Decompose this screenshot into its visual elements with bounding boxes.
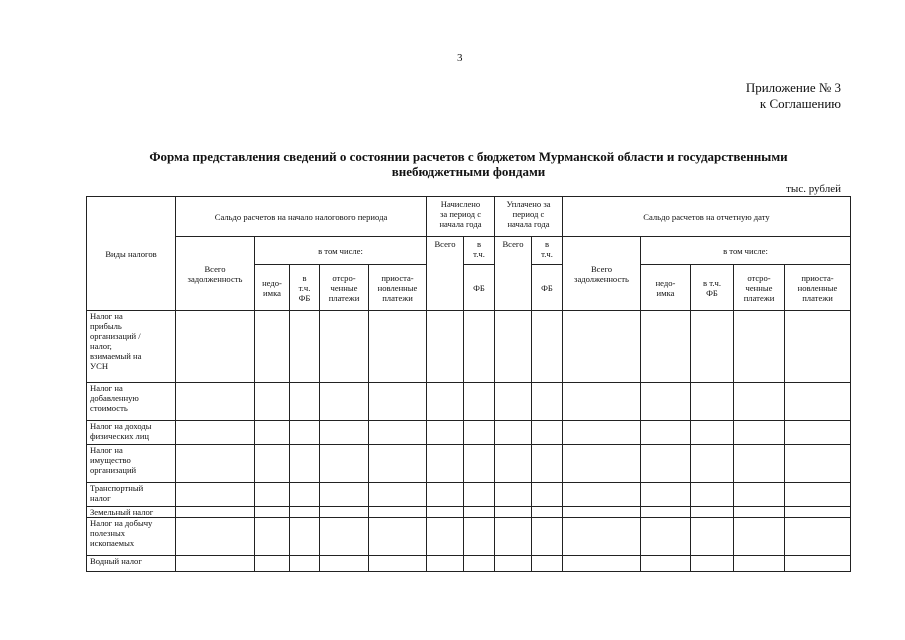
table-body <box>87 311 851 572</box>
value-cell <box>691 311 734 383</box>
value-cell <box>176 518 255 556</box>
value-cell <box>495 421 532 445</box>
header-suspended-opening: приоста- новленные платежи <box>369 265 427 311</box>
value-cell <box>691 483 734 507</box>
header-opening-balance: Сальдо расчетов на начало налогового периода <box>176 197 427 237</box>
value-cell <box>176 311 255 383</box>
value-cell <box>290 421 320 445</box>
value-cell <box>290 383 320 421</box>
tax-type-label: Земельный налог <box>87 507 176 518</box>
header-accrued-incl: в т.ч. <box>464 237 495 265</box>
header-paid-fb: ФБ <box>532 265 563 311</box>
table-row <box>87 383 851 421</box>
value-cell <box>320 556 369 572</box>
header-accrued-total: Всего <box>427 237 464 311</box>
value-cell <box>563 383 641 421</box>
value-cell <box>563 518 641 556</box>
value-cell <box>427 556 464 572</box>
value-cell <box>691 556 734 572</box>
value-cell <box>785 383 851 421</box>
value-cell <box>464 556 495 572</box>
value-cell <box>495 311 532 383</box>
value-cell <box>532 483 563 507</box>
value-cell <box>785 421 851 445</box>
value-cell <box>427 507 464 518</box>
value-cell <box>320 507 369 518</box>
header-including-opening: в том числе: <box>255 237 427 265</box>
value-cell <box>464 421 495 445</box>
value-cell <box>255 483 290 507</box>
header-total-debt-closing: Всего задолженность <box>563 237 641 311</box>
value-cell <box>369 445 427 483</box>
value-cell <box>290 311 320 383</box>
value-cell <box>427 311 464 383</box>
header-incl-fb-closing: в т.ч. ФБ <box>691 265 734 311</box>
value-cell <box>255 421 290 445</box>
table-row <box>87 483 851 507</box>
tax-type-label: Налог на имущество организаций <box>87 445 176 483</box>
header-paid-total: Всего <box>495 237 532 311</box>
value-cell <box>734 483 785 507</box>
appendix-line-2: к Соглашению <box>759 96 841 111</box>
header-arrears-closing: недо- имка <box>641 265 691 311</box>
value-cell <box>785 518 851 556</box>
value-cell <box>369 311 427 383</box>
value-cell <box>176 483 255 507</box>
value-cell <box>641 383 691 421</box>
value-cell <box>495 518 532 556</box>
value-cell <box>290 507 320 518</box>
tax-type-label: Транспортный налог <box>87 483 176 507</box>
form-title <box>86 149 851 179</box>
value-cell <box>255 518 290 556</box>
tax-type-label: Налог на добавленную стоимость <box>87 383 176 421</box>
value-cell <box>641 421 691 445</box>
value-cell <box>255 311 290 383</box>
value-cell <box>290 556 320 572</box>
value-cell <box>641 507 691 518</box>
tax-type-label: Налог на прибыль организаций / налог, взимаемый на УСН <box>87 311 176 383</box>
value-cell <box>785 445 851 483</box>
value-cell <box>563 445 641 483</box>
value-cell <box>691 445 734 483</box>
value-cell <box>734 383 785 421</box>
tax-settlement-table <box>86 196 851 572</box>
value-cell <box>255 383 290 421</box>
value-cell <box>320 421 369 445</box>
value-cell <box>255 445 290 483</box>
header-suspended-closing: приоста- новленные платежи <box>785 265 851 311</box>
value-cell <box>691 421 734 445</box>
header-accrued-fb: ФБ <box>464 265 495 311</box>
value-cell <box>641 445 691 483</box>
value-cell <box>734 421 785 445</box>
value-cell <box>785 556 851 572</box>
header-paid-incl: в т.ч. <box>532 237 563 265</box>
header-deferred-closing: отсро- ченные платежи <box>734 265 785 311</box>
value-cell <box>532 383 563 421</box>
value-cell <box>369 483 427 507</box>
value-cell <box>290 518 320 556</box>
value-cell <box>320 311 369 383</box>
value-cell <box>464 518 495 556</box>
table-row <box>87 311 851 383</box>
header-tax-types: Виды налогов <box>87 197 176 311</box>
value-cell <box>734 518 785 556</box>
value-cell <box>176 421 255 445</box>
appendix-line-1: Приложение № 3 <box>745 80 841 95</box>
value-cell <box>641 518 691 556</box>
value-cell <box>734 507 785 518</box>
value-cell <box>495 483 532 507</box>
table-row <box>87 518 851 556</box>
header-accrued: Начислено за период с начала года <box>427 197 495 237</box>
tax-type-label: Водный налог <box>87 556 176 572</box>
header-arrears-opening: недо- имка <box>255 265 290 311</box>
table-row <box>87 507 851 518</box>
value-cell <box>427 483 464 507</box>
value-cell <box>532 445 563 483</box>
value-cell <box>691 507 734 518</box>
value-cell <box>495 445 532 483</box>
value-cell <box>255 556 290 572</box>
value-cell <box>785 311 851 383</box>
value-cell <box>495 383 532 421</box>
value-cell <box>369 518 427 556</box>
header-paid: Уплачено за период с начала года <box>495 197 563 237</box>
value-cell <box>255 507 290 518</box>
value-cell <box>320 445 369 483</box>
value-cell <box>464 483 495 507</box>
value-cell <box>290 445 320 483</box>
header-incl-fb-opening: в т.ч. ФБ <box>290 265 320 311</box>
form-title-line-2: внебюджетными фондами <box>391 164 546 179</box>
value-cell <box>532 421 563 445</box>
header-closing-balance: Сальдо расчетов на отчетную дату <box>563 197 851 237</box>
header-deferred-opening: отсро- ченные платежи <box>320 265 369 311</box>
form-title-line-1: Форма представления сведений о состоянии расчетов с бюджетом Мурманской области и государственными <box>149 149 788 164</box>
value-cell <box>369 421 427 445</box>
value-cell <box>641 483 691 507</box>
value-cell <box>734 556 785 572</box>
value-cell <box>785 507 851 518</box>
value-cell <box>563 483 641 507</box>
value-cell <box>427 421 464 445</box>
value-cell <box>563 421 641 445</box>
value-cell <box>320 383 369 421</box>
value-cell <box>464 445 495 483</box>
page-number: 3 <box>457 52 463 64</box>
value-cell <box>691 383 734 421</box>
value-cell <box>734 311 785 383</box>
value-cell <box>176 383 255 421</box>
value-cell <box>641 556 691 572</box>
value-cell <box>320 483 369 507</box>
table-row <box>87 556 851 572</box>
tax-type-label: Налог на доходы физических лиц <box>87 421 176 445</box>
value-cell <box>290 483 320 507</box>
value-cell <box>495 507 532 518</box>
value-cell <box>176 445 255 483</box>
table-row <box>87 445 851 483</box>
header-total-debt-opening: Всего задолженность <box>176 237 255 311</box>
value-cell <box>563 507 641 518</box>
value-cell <box>532 518 563 556</box>
value-cell <box>691 518 734 556</box>
value-cell <box>734 445 785 483</box>
value-cell <box>320 518 369 556</box>
value-cell <box>641 311 691 383</box>
value-cell <box>176 507 255 518</box>
value-cell <box>464 507 495 518</box>
value-cell <box>785 483 851 507</box>
value-cell <box>563 311 641 383</box>
table-row <box>87 421 851 445</box>
appendix-note <box>746 80 841 112</box>
value-cell <box>427 518 464 556</box>
value-cell <box>369 383 427 421</box>
value-cell <box>427 383 464 421</box>
units-label: тыс. рублей <box>786 183 841 195</box>
value-cell <box>464 311 495 383</box>
value-cell <box>532 311 563 383</box>
value-cell <box>532 556 563 572</box>
value-cell <box>369 556 427 572</box>
value-cell <box>427 445 464 483</box>
tax-type-label: Налог на добычу полезных ископаемых <box>87 518 176 556</box>
value-cell <box>464 383 495 421</box>
value-cell <box>495 556 532 572</box>
value-cell <box>563 556 641 572</box>
value-cell <box>532 507 563 518</box>
value-cell <box>369 507 427 518</box>
header-including-closing: в том числе: <box>641 237 851 265</box>
value-cell <box>176 556 255 572</box>
